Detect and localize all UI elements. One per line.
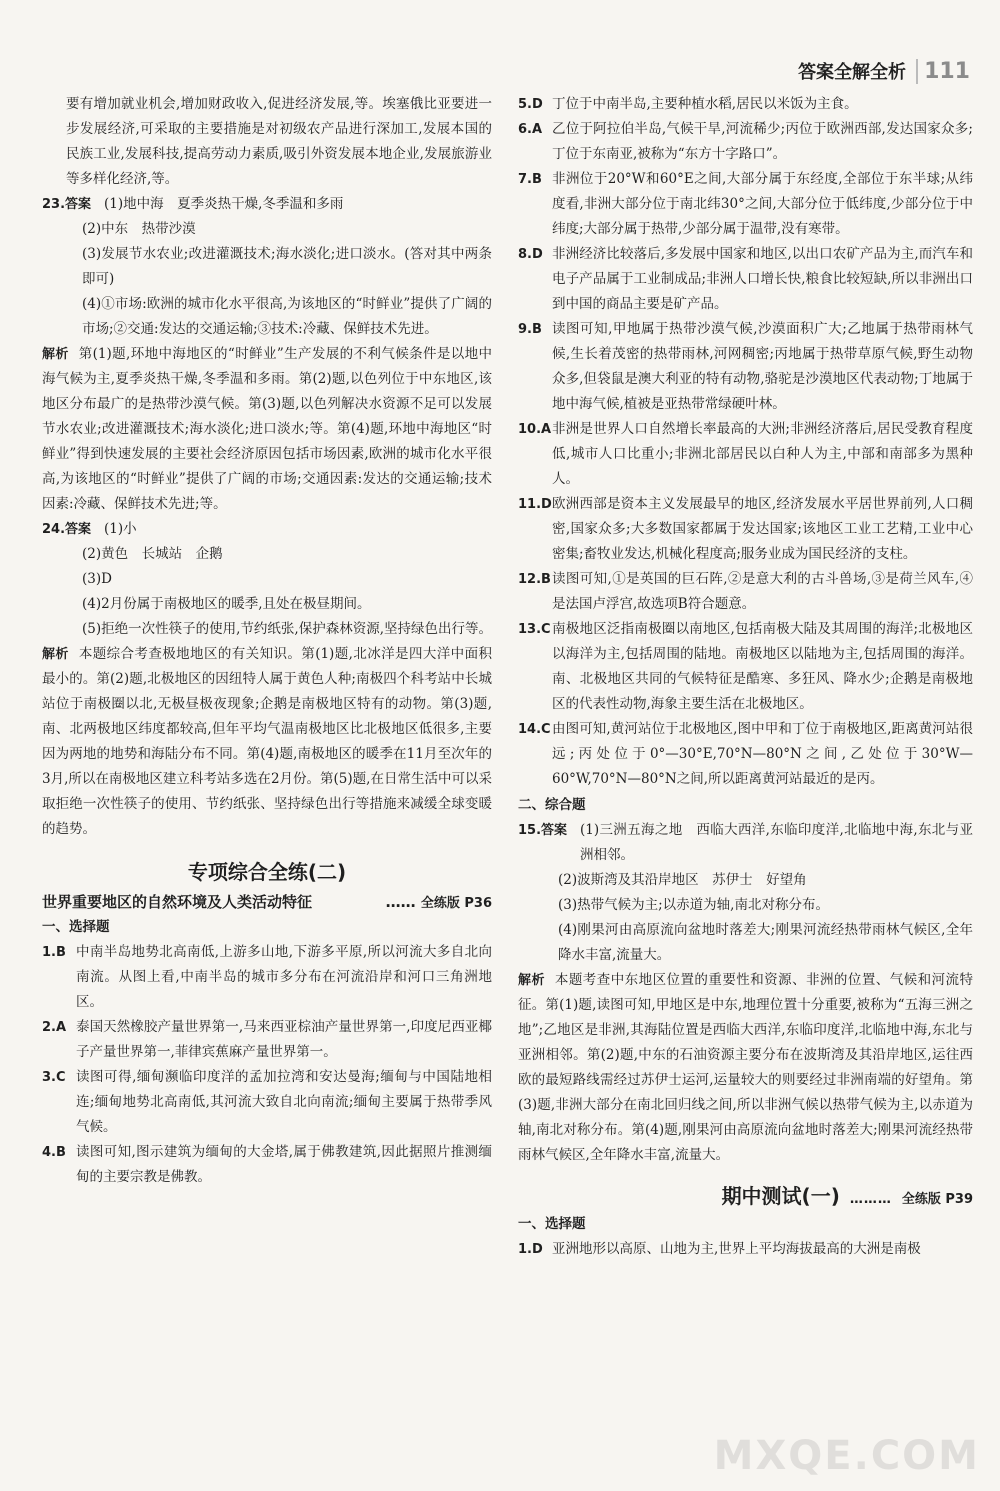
item-number: 13.C <box>518 622 551 637</box>
analysis-24 <box>42 642 492 842</box>
page-number: 111 <box>916 59 970 84</box>
question-number: 23.答案 <box>42 197 92 212</box>
answer-1: (1)小 <box>104 521 137 537</box>
analysis-tag: 解析 <box>42 347 69 362</box>
question-24 <box>42 517 492 542</box>
item-number: 5.D <box>518 97 543 112</box>
item-text: 非洲是世界人口自然增长率最高的大洲;非洲经济落后,居民受教育程度低,城市人口比重小;非洲北部居民以白种人为主,中部和南部多为黑种人。 <box>552 421 973 487</box>
intro-paragraph: 要有增加就业机会,增加财政收入,促进经济发展,等。埃塞俄比亚要进一步发展经济,可采取的主要措施是对初级农产品进行深加工,发展本国的民族工业,发展科技,提高劳动力素质,吸引外资发展本地企业,发展旅游业等多样化经济,等。 <box>66 96 492 187</box>
question-number: 24.答案 <box>42 522 92 537</box>
section-title: 专项综合全练(二) <box>187 860 347 884</box>
answer-2: (2)波斯湾及其沿岸地区 苏伊士 好望角 <box>558 872 807 888</box>
item-number: 9.B <box>518 322 542 337</box>
list-item <box>42 940 492 1015</box>
answer-2: (2)黄色 长城站 企鹅 <box>82 546 223 562</box>
choice-heading: 一、选择题 <box>518 1216 586 1232</box>
list-item <box>518 242 973 317</box>
answer-3: (3)D <box>82 571 112 587</box>
analysis-text: 第(1)题,环地中海地区的“时鲜业”生产发展的不利气候条件是以地中海气候为主,夏季炎热干燥,冬季温和多雨。第(2)题,以色列位于中东地区,该地区分布最广的是热带沙漠气候。第(3)题,以色列解决水资源不足可以发展节水农业;改进灌溉技术;海水淡化;进口淡水;等。第(4)题,环地中海地区“时鲜业”得到快速发展的主要社会经济原因包括市场因素,欧洲的城市化水平很高,为该地区的“时鲜业”提供了广阔的市场;交通因素:发达的交通运输;技术因素:冷藏、保鲜技术先进;等。 <box>42 346 492 512</box>
answer-4: (4)2月份属于南极地区的暖季,且处在极昼期间。 <box>82 596 371 612</box>
item-number: 3.C <box>42 1070 66 1085</box>
item-text: 中南半岛地势北高南低,上游多山地,下游多平原,所以河流大多自北向南流。从图上看,中南半岛的城市多分布在河流沿岸和河口三角洲地区。 <box>76 944 492 1010</box>
topic-dots: …… <box>385 893 416 911</box>
list-item <box>42 1140 492 1190</box>
item-text: 南极地区泛指南极圈以南地区,包括南极大陆及其周围的海洋;北极地区以海洋为主,包括周围的陆地。南极地区以陆地为主,包括周围的海洋。南、北极地区共同的气候特征是酷寒、多狂风、降水少;企鹅是南极地区的代表性动物,海象主要生活在北极地区。 <box>552 621 973 712</box>
answer-4: (4)刚果河由高原流向盆地时落差大;刚果河流经热带雨林气候区,全年降水丰富,流量大。 <box>558 922 973 963</box>
watermark-logo: MXQE.COM <box>713 1433 980 1479</box>
item-number: 14.C <box>518 722 551 737</box>
right-column <box>518 92 973 1431</box>
list-item <box>518 117 973 167</box>
item-number: 4.B <box>42 1145 66 1160</box>
answer-4: (4)①市场:欧洲的城市化水平很高,为该地区的“时鲜业”提供了广阔的市场;②交通:发达的交通运输;③技术:冷藏、保鲜技术先进。 <box>82 296 492 337</box>
item-text: 由图可知,黄河站位于北极地区,图中甲和丁位于南极地区,距离黄河站很远;丙处位于0°—30°E,70°N—80°N之间,乙处位于30°W—60°W,70°N—80°N之间,所以距离黄河站最近的是丙。 <box>552 721 973 787</box>
midterm-title: 期中测试(一) <box>721 1184 840 1208</box>
topic-title: 世界重要地区的自然环境及人类活动特征 <box>42 893 313 911</box>
answer-3: (3)热带气候为主;以赤道为轴,南北对称分布。 <box>558 897 829 913</box>
item-text: 读图可知,图示建筑为缅甸的大金塔,属于佛教建筑,因此据照片推测缅甸的主要宗教是佛教。 <box>76 1144 492 1185</box>
analysis-23 <box>42 342 492 517</box>
list-item <box>518 567 973 617</box>
item-number: 10.A <box>518 422 552 437</box>
analysis-15 <box>518 968 973 1168</box>
analysis-text: 本题综合考查极地地区的有关知识。第(1)题,北冰洋是四大洋中面积最小的。第(2)题,北极地区的因纽特人属于黄色人种;南极四个科考站中长城站位于南极圈以北,无极昼极夜现象;企鹅是南极地区特有的动物。第(3)题,南、北两极地区纬度都较高,但年平均气温南极地区比北极地区低很多,主要因为两地的地势和海陆分布不同。第(4)题,南极地区的暖季在11月至次年的3月,所以在南极地区建立科考站多选在2月份。第(5)题,在日常生活中可以采取拒绝一次性筷子的使用、节约纸张、坚持绿色出行等措施来减缓全球变暖的趋势。 <box>42 646 492 837</box>
item-text: 非洲位于20°W和60°E之间,大部分属于东经度,全部位于东半球;从纬度看,非洲大部分位于南北纬30°之间,大部分位于低纬度,少部分位于中纬度;大部分属于热带,少部分属于温带,没有寒带。 <box>552 171 973 237</box>
item-text: 读图可知,甲地属于热带沙漠气候,沙漠面积广大;乙地属于热带雨林气候,生长着茂密的热带雨林,河网稠密;丙地属于热带草原气候,野生动物众多,但袋鼠是澳大利亚的特有动物,骆驼是沙漠地区代表动物;丁地属于地中海气候,植被是亚热带常绿硬叶林。 <box>552 321 973 412</box>
midterm-heading <box>518 1180 973 1209</box>
answer-1: (1)三洲五海之地 西临大西洋,东临印度洋,北临地中海,东北与亚洲相邻。 <box>580 822 973 863</box>
list-item <box>518 1237 973 1262</box>
item-text: 非洲经济比较落后,多发展中国家和地区,以出口农矿产品为主,而汽车和电子产品属于工业制成品;非洲人口增长快,粮食比较短缺,所以非洲出口到中国的商品主要是矿产品。 <box>552 246 973 312</box>
list-item <box>518 317 973 417</box>
list-item <box>518 492 973 567</box>
item-number: 11.D <box>518 497 552 512</box>
midterm-dots: ……… <box>849 1192 892 1207</box>
item-number: 2.A <box>42 1020 67 1035</box>
comprehensive-heading: 二、综合题 <box>518 797 586 813</box>
topic-line <box>42 891 492 912</box>
analysis-tag: 解析 <box>518 973 545 988</box>
answer-3: (3)发展节水农业;改进灌溉技术;海水淡化;进口淡水。(答对其中两条即可) <box>82 246 492 287</box>
topic-ref: 全练版 P36 <box>420 896 492 911</box>
item-text: 泰国天然橡胶产量世界第一,马来西亚棕油产量世界第一,印度尼西亚椰子产量世界第一,菲律宾蕉麻产量世界第一。 <box>76 1019 492 1060</box>
header-title: 答案全解全析 <box>798 62 907 83</box>
list-item <box>518 617 973 717</box>
item-text: 丁位于中南半岛,主要种植水稻,居民以米饭为主食。 <box>552 96 858 112</box>
answer-2: (2)中东 热带沙漠 <box>82 221 196 237</box>
list-item <box>42 1065 492 1140</box>
list-item <box>518 417 973 492</box>
list-item <box>518 167 973 242</box>
choice-heading: 一、选择题 <box>42 919 110 935</box>
item-number: 12.B <box>518 572 551 587</box>
item-number: 1.B <box>42 945 66 960</box>
list-item <box>42 1015 492 1065</box>
question-15 <box>518 818 973 868</box>
midterm-ref: 全练版 P39 <box>901 1192 973 1207</box>
item-text: 读图可知,①是英国的巨石阵,②是意大利的古斗兽场,③是荷兰风车,④是法国卢浮宫,故选项B符合题意。 <box>552 571 973 612</box>
list-item <box>518 717 973 792</box>
list-item <box>518 92 973 117</box>
analysis-tag: 解析 <box>42 647 69 662</box>
item-number: 8.D <box>518 247 543 262</box>
item-number: 1.D <box>518 1242 543 1257</box>
answer-1: (1)地中海 夏季炎热干燥,冬季温和多雨 <box>104 196 344 212</box>
item-text: 乙位于阿拉伯半岛,气候干旱,河流稀少;丙位于欧洲西部,发达国家众多;丁位于东南亚,被称为“东方十字路口”。 <box>552 121 973 162</box>
question-number: 15.答案 <box>518 823 568 838</box>
item-text: 亚洲地形以高原、山地为主,世界上平均海拔最高的大洲是南极 <box>552 1241 921 1257</box>
page-header <box>798 58 970 84</box>
left-column <box>42 92 492 1431</box>
question-23 <box>42 192 492 217</box>
item-number: 6.A <box>518 122 543 137</box>
item-text: 欧洲西部是资本主义发展最早的地区,经济发展水平居世界前列,人口稠密,国家众多;大多数国家都属于发达国家;该地区工业工艺精,工业中心密集;畜牧业发达,机械化程度高;服务业成为国民经济的支柱。 <box>552 496 973 562</box>
item-number: 7.B <box>518 172 542 187</box>
analysis-text: 本题考查中东地区位置的重要性和资源、非洲的位置、气候和河流特征。第(1)题,读图可知,甲地区是中东,地理位置十分重要,被称为“五海三洲之地”;乙地区是非洲,其海陆位置是西临大西洋,东临印度洋,北临地中海,东北与亚洲相邻。第(2)题,中东的石油资源主要分布在波斯湾及其沿岸地区,运往西欧的最短路线需经过苏伊士运河,运量较大的则要经过非洲南端的好望角。第(3)题,非洲大部分在南北回归线之间,所以非洲气候以热带气候为主,以赤道为轴,南北对称分布。第(4)题,刚果河由高原流向盆地时落差大;刚果河流经热带雨林气候区,全年降水丰富,流量大。 <box>518 972 973 1163</box>
item-text: 读图可得,缅甸濒临印度洋的孟加拉湾和安达曼海;缅甸与中国陆地相连;缅甸地势北高南低,其河流大致自北向南流;缅甸主要属于热带季风气候。 <box>76 1069 492 1135</box>
answer-5: (5)拒绝一次性筷子的使用,节约纸张,保护森林资源,坚持绿色出行等。 <box>82 621 492 637</box>
